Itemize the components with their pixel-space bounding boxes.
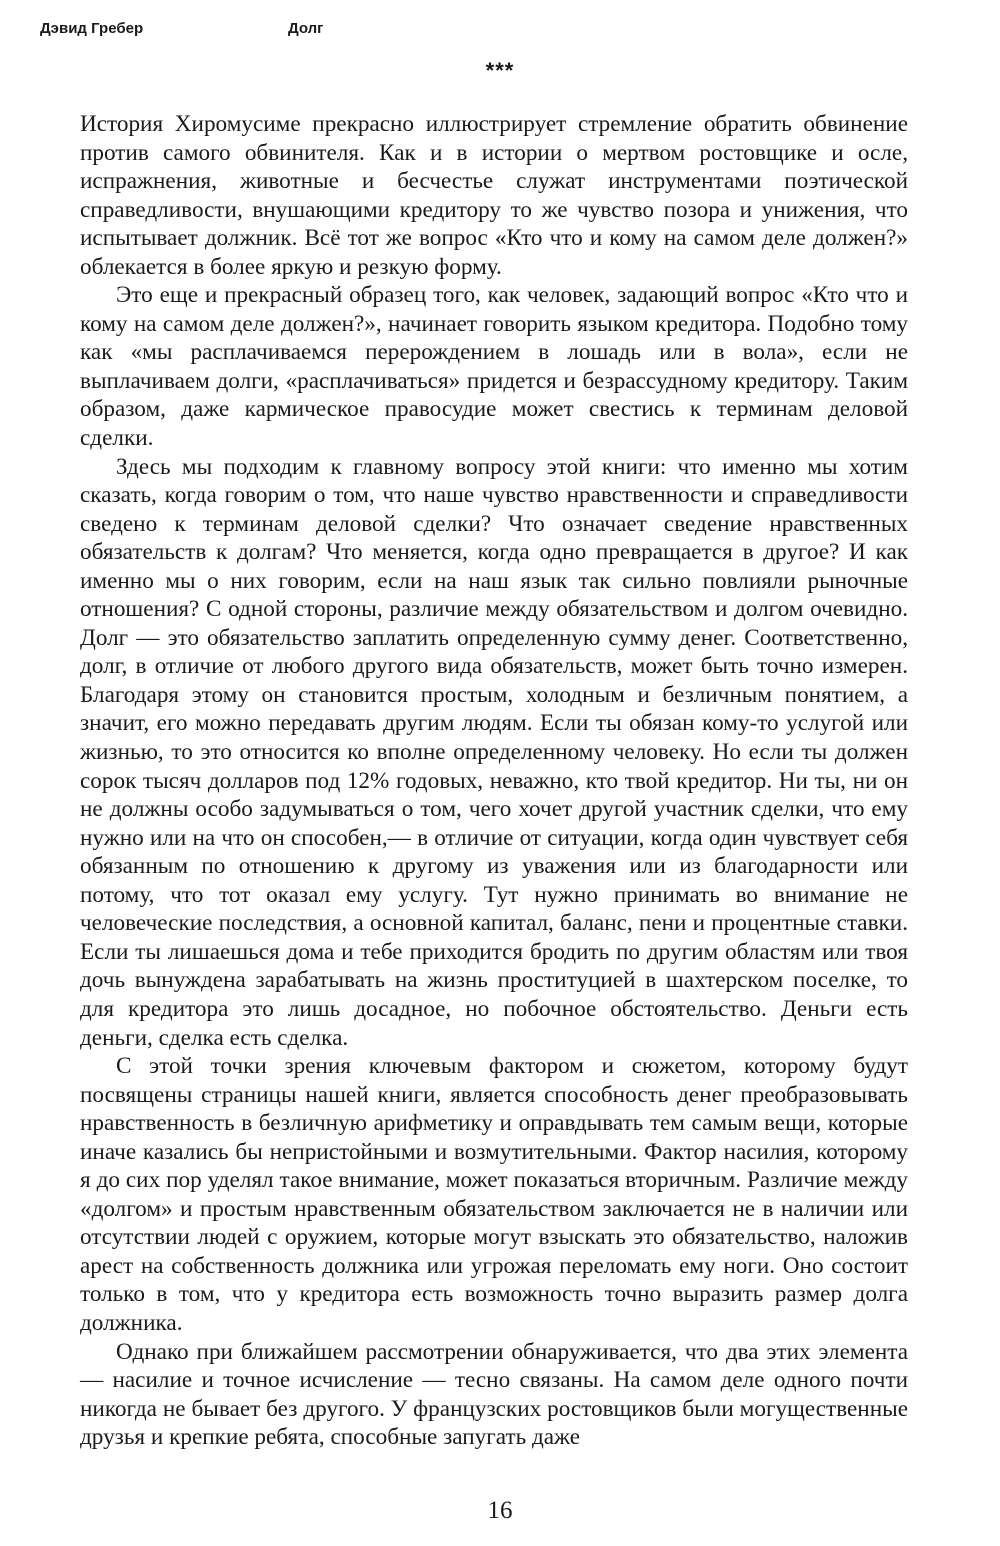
paragraph: Однако при ближайшем рассмотрении обнаруживается, что два этих элемента — насилие и точное исчисление — тесно связаны. На самом деле одного почти никогда не бывает без другого. У французских ростовщиков были могущественные друзья и крепкие ребята, способные запугать даже: [80, 1338, 908, 1451]
body-text: [80, 110, 908, 1452]
paragraph: Это еще и прекрасный образец того, как человек, задающий вопрос «Кто что и кому на самом деле должен?», начинает говорить языком кредитора. Подобно тому как «мы расплачиваемся перерождением в лошадь или в вола», если не выплачиваем долги, «расплачиваться» придется и безрассудному кредитору. Таким образом, даже кармическое правосудие может свестись к терминам деловой сделки.: [80, 282, 908, 452]
section-separator: ***: [485, 58, 515, 83]
paragraph: Здесь мы подходим к главному вопросу этой книги: что именно мы хотим сказать, когда говорим о том, что наше чувство нравственности и справедливости сведено к терминам деловой сделки? Что означает сведение нравственных обязательств к долгам? Что меняется, когда одно превращается в другое? И как именно мы о них говорим, если на наш язык так сильно повлияли рыночные отношения? С одной стороны, различие между обязательством и долгом очевидно. Долг — это обязательство заплатить определенную сумму денег. Соответственно, долг, в отличие от любого другого вида обязательств, может быть точно измерен. Благодаря этому он становится простым, холодным и безличным понятием, а значит, его можно передавать другим людям. Если ты обязан кому-то услугой или жизнью, то это относится ко вполне определенному человеку. Но если ты должен сорок тысяч долларов под 12% годовых, неважно, кто твой кредитор. Ни ты, ни он не должны особо задумываться о том, чего хочет другой участник сделки, что ему нужно или на что он способен,— в отличие от ситуации, когда один чувствует себя обязанным по отношению к другому из уважения или из благодарности или потому, что тот оказал ему услугу. Тут нужно принимать во внимание не человеческие последствия, а основной капитал, баланс, пени и процентные ставки. Если ты лишаешься дома и тебе приходится бродить по другим областям или твоя дочь вынуждена зарабатывать на жизнь проституцией в шахтерском поселке, то для кредитора это лишь досадное, но побочное обстоятельство. Деньги есть деньги, сделка есть сделка.: [80, 453, 908, 1051]
running-head: [0, 20, 1000, 44]
paragraph: С этой точки зрения ключевым фактором и сюжетом, которому будут посвящены страницы нашей книги, является способность денег преобразовывать нравственность в безличную арифметику и оправдывать тем самым вещи, которые иначе казались бы непристойными и возмутительными. Фактор насилия, которому я до сих пор уделял такое внимание, может показаться вторичным. Различие между «долгом» и простым нравственным обязательством заключается не в наличии или отсутствии людей с оружием, которые могут взыскать это обязательство, наложив арест на собственность должника или угрожая переломать ему ноги. Оно состоит только в том, что у кредитора есть возможность точно выразить размер долга должника.: [80, 1053, 908, 1336]
running-head-title: Долг: [288, 20, 324, 37]
running-head-author: Дэвид Гребер: [40, 20, 144, 37]
paragraph: История Хиромусиме прекрасно иллюстрирует стремление обратить обвинение против самого обвинителя. Как и в истории о мертвом ростовщике и осле, испражнения, животные и бесчестье служат инструментами поэтической справедливости, внушающими кредитору то же чувство позора и унижения, что испытывает должник. Всё тот же вопрос «Кто что и кому на самом деле должен?» облекается в более яркую и резкую форму.: [80, 111, 908, 280]
page-number: 16: [487, 1497, 513, 1524]
